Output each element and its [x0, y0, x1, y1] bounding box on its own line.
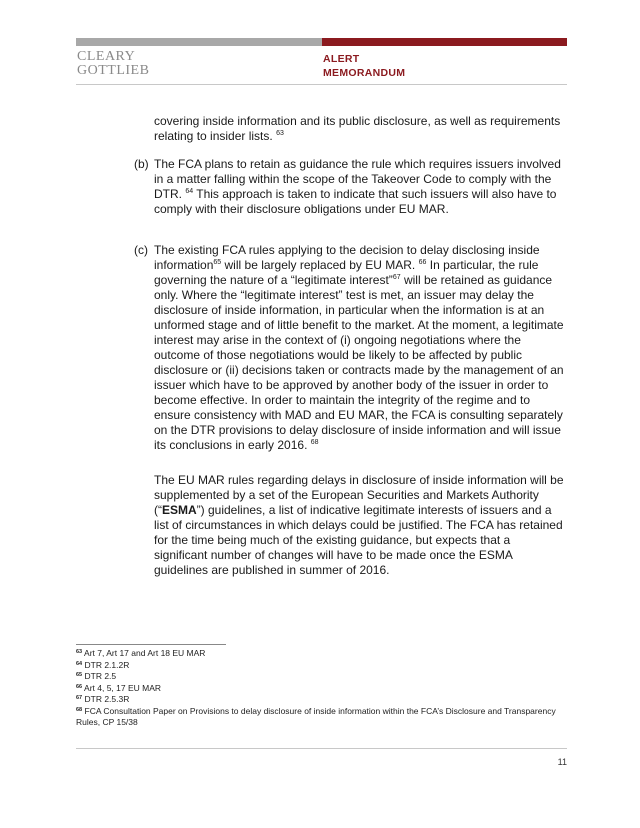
continued-paragraph	[154, 114, 564, 144]
header-red-bar	[322, 38, 567, 46]
footnote-number: 68	[76, 706, 83, 713]
footnote-number: 65	[76, 672, 83, 678]
footnote-ref: 65	[213, 259, 222, 266]
text-segment: The FCA plans to retain as guidance the rule which requires issuers involved in a matter falling within the scope of the Takeover Code to comply with the DTR.	[154, 157, 561, 201]
footnote-ref: 66	[418, 259, 427, 266]
alert-label-line-2: MEMORANDUM	[323, 67, 406, 79]
footnote-number: 66	[76, 683, 83, 690]
footnote-text: Art 7, Art 17 and Art 18 EU MAR	[84, 648, 206, 658]
footnote-number: 63	[76, 649, 83, 655]
footnotes	[76, 648, 566, 729]
firm-logo	[77, 50, 149, 78]
defined-term: ESMA	[162, 503, 197, 517]
text-segment: ”) guidelines, a list of indicative legitimate interests of issuers and a list of circumstances in which delays could be justified. The FCA has retained for the time being much of the existing guidance, but expects that a significant number of changes will have to be made once the ESMA guidelines are published in summer of 2016.	[154, 503, 563, 577]
alert-label-line-1: ALERT	[323, 53, 360, 65]
footnote-item	[76, 671, 566, 683]
header-rule	[76, 84, 567, 85]
text-segment: will be retained as guidance only. Where the “legitimate interest” test is met, an issuer may delay the disclosure of inside information, in particular when the information is at an unformed stage and of little benefit to the market. At the moment, a legitimate interest may arise in the context of (i) ongoing negotiations where the outcome of those negotiations would be likely to be affected by public disclosure or (ii) decisions taken or contracts made by the management of an issuer which have to be approved by another body of the issuer in order to become effective. In order to maintain the integrity of the regime and to ensure consistency with MAD and EU MAR, the FCA is consulting separately on the DTR provisions to delay disclosure of inside information and will issue its conclusions in early 2016.	[154, 273, 564, 452]
list-marker: (c)	[134, 243, 148, 257]
footnote-text: Art 4, 5, 17 EU MAR	[84, 682, 162, 693]
list-item-b	[134, 157, 566, 217]
logo-line-1: CLEARY	[77, 49, 136, 64]
text-segment: In particular, the rule governing the nature of a “legitimate interest”	[154, 258, 539, 287]
text-segment: This approach is taken to indicate that such issuers will also have to comply with their disclosure obligations under EU MAR.	[154, 187, 557, 216]
document-type-label	[323, 52, 405, 80]
continued-text: covering inside information and its public disclosure, as well as requirements relating to insider lists.	[154, 114, 561, 143]
footnote-ref: 67	[392, 274, 401, 281]
list-item-c	[134, 243, 566, 453]
footnote-ref: 64	[185, 188, 194, 195]
footnote-item	[76, 706, 566, 729]
logo-line-2: GOTTLIEB	[77, 63, 150, 78]
footnote-item	[76, 683, 566, 695]
text-segment: The EU MAR rules regarding delays in disclosure of inside information will be supplemented by a set of the European Securities and Markets Authority (“	[154, 473, 564, 517]
esma-paragraph	[154, 473, 564, 578]
footnote-text: DTR 2.1.2R	[84, 659, 130, 670]
footer-rule	[76, 748, 567, 749]
footnote-text: DTR 2.5.3R	[84, 694, 130, 704]
footnote-item	[76, 694, 566, 706]
footnote-item	[76, 648, 566, 660]
list-item-text	[154, 243, 566, 453]
footnote-ref: 68	[310, 439, 319, 446]
text-segment: will be largely replaced by EU MAR.	[224, 258, 416, 272]
list-marker: (b)	[134, 157, 149, 171]
text-segment: The existing FCA rules applying to the decision to delay disclosing inside information	[154, 243, 540, 272]
header-grey-bar	[76, 38, 322, 46]
footnote-text: DTR 2.5	[84, 671, 117, 681]
list-item-text	[154, 157, 566, 217]
footnote-ref: 63	[276, 130, 284, 137]
footnote-separator	[76, 644, 226, 645]
page-number: 11	[557, 757, 567, 767]
footnote-number: 64	[76, 660, 83, 667]
footnote-number: 67	[76, 695, 83, 701]
footnote-text: FCA Consultation Paper on Provisions to delay disclosure of inside information within the FCA’s Disclosure and Transparency Rules, CP 15/38	[76, 705, 556, 727]
footnote-item	[76, 660, 566, 672]
